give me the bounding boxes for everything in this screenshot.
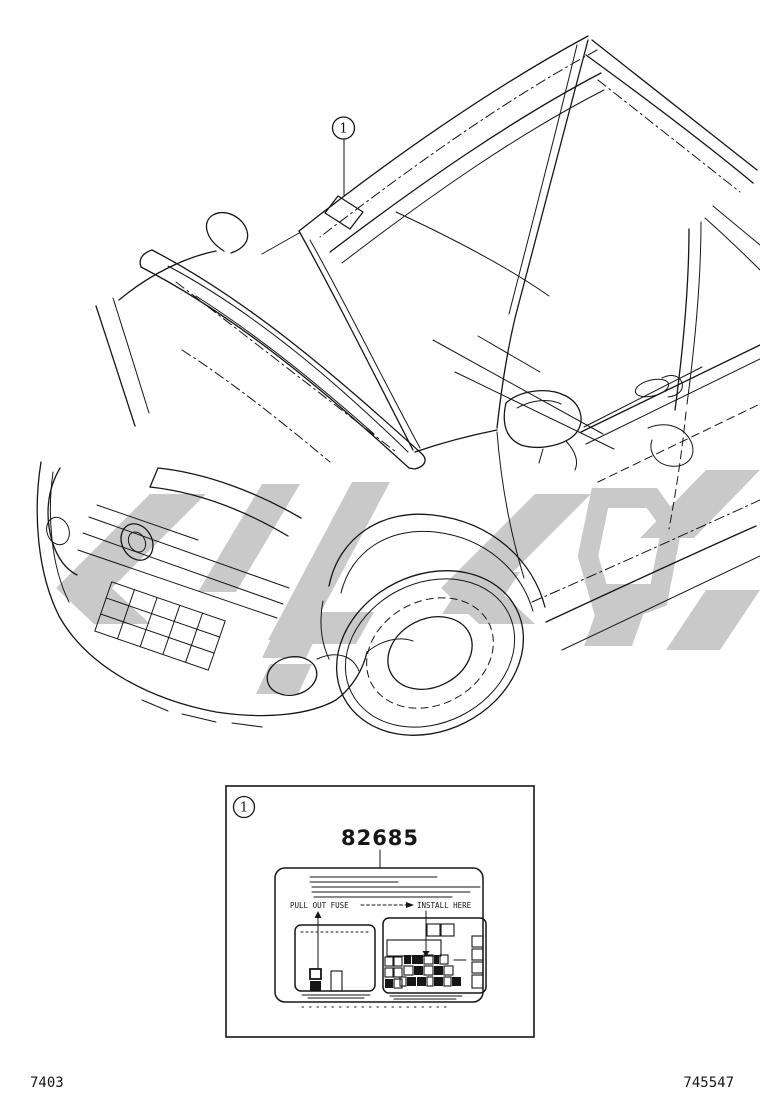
part-number: 82685 [340,826,420,850]
windshield-label-marker [325,196,363,229]
windshield [299,40,693,466]
roof-lines [299,36,757,237]
fuse-transfer-arrowhead [406,902,414,908]
figure-code-right: 745547 [683,1075,734,1091]
empty-fuse-slot [331,971,342,991]
front-fender [96,251,330,462]
callout-1-panel [234,797,255,818]
label-text-lines [310,877,480,897]
side-marker-lamp [43,514,73,548]
hood-open [140,213,425,469]
detail-panel [226,786,534,1037]
pulled-fuse-bottom [310,981,321,991]
callout-number: 1 [239,800,249,816]
callout-number: 1 [339,121,348,137]
install-here-text: INSTALL HERE [417,901,472,910]
left-fuse-box [295,911,375,998]
watermark-logo [56,470,760,694]
pulled-fuse-top [310,969,321,979]
detail-box-border [226,786,534,1037]
page-code-left: 7403 [30,1075,64,1091]
door-handle [634,376,671,400]
right-fuse-box [383,911,486,999]
callout-1-vehicle [333,117,355,196]
vehicle-illustration [37,36,760,767]
side-mirror [504,391,581,470]
pull-out-fuse-text: PULL OUT FUSE [290,901,349,910]
label-outline [275,868,483,1002]
pull-out-arrowhead [315,911,322,918]
fuse-instruction-label [275,868,486,1007]
